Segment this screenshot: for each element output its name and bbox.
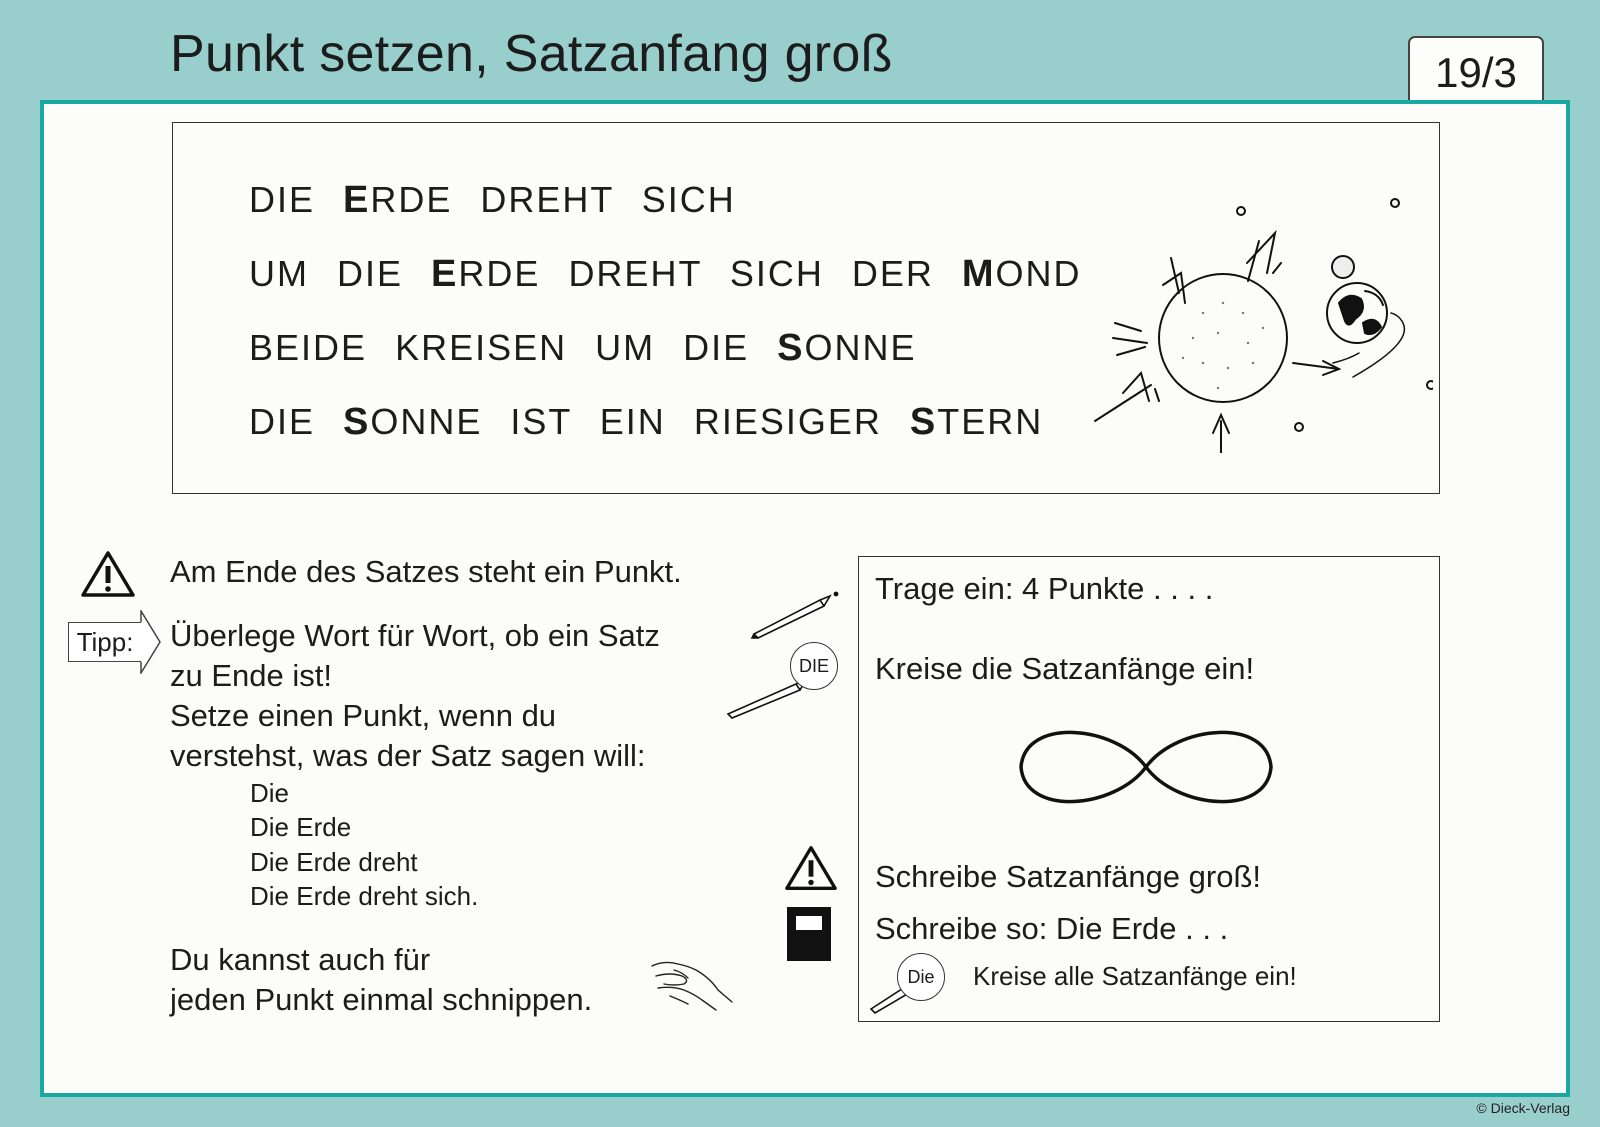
sentence-box xyxy=(172,122,1440,494)
worksheet-card xyxy=(40,100,1570,1097)
word-part: IST xyxy=(510,401,572,442)
word-part: BEIDE xyxy=(249,327,368,368)
capital-letter: S xyxy=(909,401,938,443)
word-part: SICH xyxy=(641,179,736,220)
word-part: RDE xyxy=(458,253,541,294)
word-part: DIE xyxy=(249,401,316,442)
task-circle-starts: Kreise die Satzanfänge ein! xyxy=(875,651,1255,686)
infinity-icon xyxy=(1015,717,1277,817)
pencil-icon xyxy=(750,588,840,640)
moon-icon xyxy=(1332,256,1354,278)
page-number: 19/3 xyxy=(1408,36,1544,110)
capital-letter: S xyxy=(343,401,371,443)
capital-letter: S xyxy=(777,327,805,369)
copyright: © Dieck-Verlag xyxy=(1476,1100,1570,1116)
word-part: DIE xyxy=(337,253,404,294)
sentence-line xyxy=(249,327,917,370)
notebook-icon xyxy=(786,906,832,962)
capital-letter: E xyxy=(431,253,459,295)
word-part: UM xyxy=(595,327,656,368)
rule-text: Am Ende des Satzes steht ein Punkt. xyxy=(170,554,682,589)
task-circle-all: Kreise alle Satzanfänge ein! xyxy=(973,961,1297,991)
word-part: UM xyxy=(249,253,309,294)
die-circle: DIE xyxy=(790,642,838,690)
task-write-caps: Schreibe Satzanfänge groß! xyxy=(875,859,1262,894)
snapping-hand-icon xyxy=(644,956,734,1012)
word-part: ONNE xyxy=(804,327,917,368)
word-part: DIE xyxy=(683,327,750,368)
word-part: OND xyxy=(995,253,1082,294)
tip-line: zu Ende ist! xyxy=(170,658,332,693)
capital-letter: E xyxy=(343,179,371,221)
example-line: Die Erde dreht sich. xyxy=(250,881,479,911)
task-insert-dots: Trage ein: 4 Punkte . . . . xyxy=(875,571,1214,606)
sentence-line xyxy=(249,179,736,222)
tip-line: verstehst, was der Satz sagen will: xyxy=(170,738,646,773)
word-part: DREHT xyxy=(480,179,614,220)
snap-line: Du kannst auch für xyxy=(170,942,431,977)
word-part: ONNE xyxy=(370,401,483,442)
word-part: DREHT xyxy=(568,253,702,294)
snap-line: jeden Punkt einmal schnippen. xyxy=(170,982,593,1017)
sentence-line xyxy=(249,401,1043,444)
word-part: TERN xyxy=(937,401,1044,442)
tip-label: Tipp: xyxy=(68,622,142,662)
word-part: EIN xyxy=(599,401,666,442)
word-part: RIESIGER xyxy=(693,401,882,442)
die-circle-small: Die xyxy=(897,953,945,1001)
word-part: RDE xyxy=(370,179,453,220)
example-line: Die xyxy=(250,778,290,808)
tip-line: Setze einen Punkt, wenn du xyxy=(170,698,557,733)
example-line: Die Erde dreht xyxy=(250,847,418,877)
word-part: DIE xyxy=(249,179,316,220)
capital-letter: M xyxy=(961,253,996,295)
warning-icon xyxy=(784,844,838,892)
arrow-right-icon xyxy=(140,610,162,674)
page-title: Punkt setzen, Satzanfang groß xyxy=(170,25,893,83)
sentence-line xyxy=(249,253,1082,296)
word-part: SICH xyxy=(729,253,824,294)
example-line: Die Erde xyxy=(250,812,352,842)
word-part: KREISEN xyxy=(395,327,568,368)
task-box xyxy=(858,556,1440,1022)
word-part: DER xyxy=(851,253,934,294)
warning-icon xyxy=(80,550,136,598)
task-write-like: Schreibe so: Die Erde . . . xyxy=(875,911,1229,946)
tip-line: Überlege Wort für Wort, ob ein Satz xyxy=(170,618,660,653)
sun-earth-moon-illustration xyxy=(1053,163,1433,453)
